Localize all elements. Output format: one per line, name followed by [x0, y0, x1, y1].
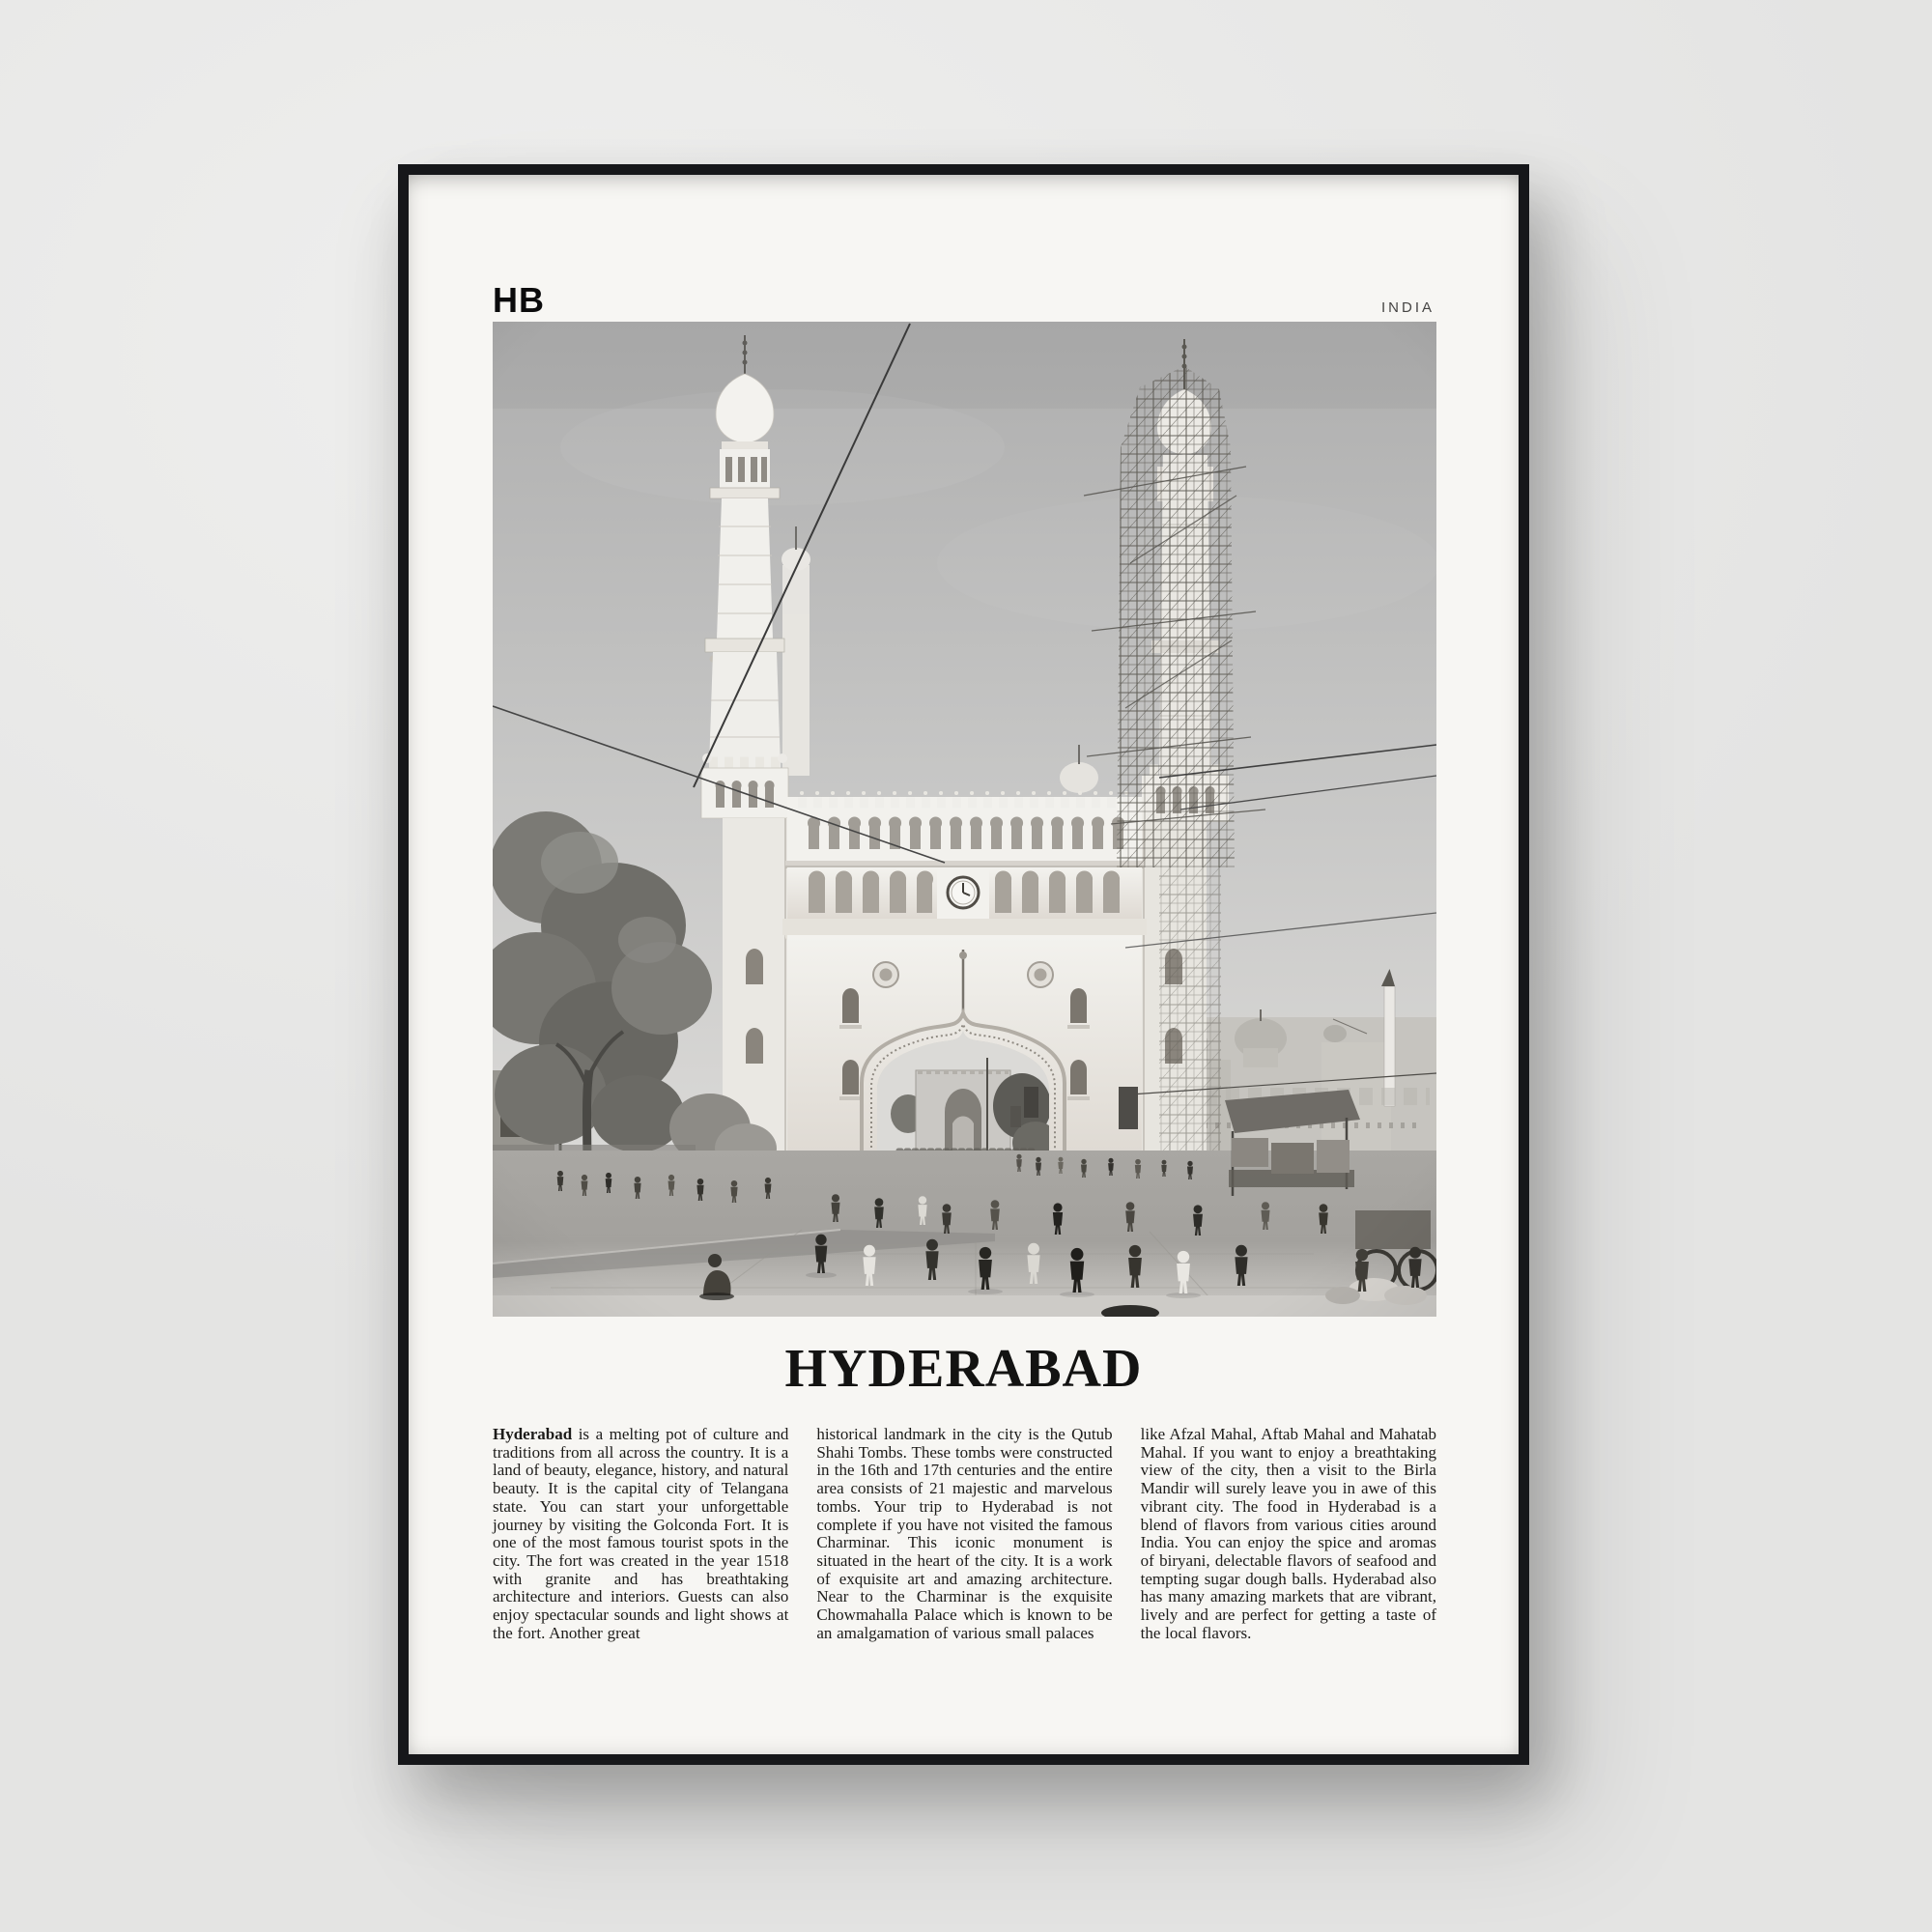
article-column-1-text: is a melting pot of culture and traditions from all across the country. It is a land of beauty, elegance, history, and natural beauty. It is the capital city of Telangana state. You can start your unforgettable journey by visiting the Golconda Fort. It is one of the most famous tourist spots in the city. The fort was created in the year 1518 with granite and has breathtaking architecture and interiors. Guests can also enjoy spectacular sounds and light shows at the fort. Another great: [493, 1425, 789, 1642]
photo-vignette: [493, 322, 1436, 1317]
charminar-photo: [493, 322, 1436, 1317]
article-paragraph-2: historical landmark in the city is the Qutub Shahi Tombs. These tombs were constructed in the 16th and 17th centuries and the entire area consists of 21 majestic and marvelous tombs. Your trip to Hyderabad is not complete if you have not visited the famous Charminar. This iconic monument is situated in the heart of the city. It is a work of exquisite art and amazing architecture. Near to the Charminar is the exquisite Chowmahalla Palace which is known to be an amalgamation of various small palaces: [816, 1425, 1113, 1642]
article-paragraph-1: [493, 1426, 788, 1642]
charminar-photo-svg: [493, 322, 1436, 1317]
article: [493, 1426, 1436, 1642]
poster-title: HYDERABAD: [784, 1339, 1143, 1399]
article-column-1: [493, 1426, 788, 1642]
article-lead-word: Hyderabad: [493, 1425, 573, 1443]
country-label: INDIA: [1380, 299, 1435, 316]
article-column-2: [816, 1426, 1112, 1642]
article-column-3: [1141, 1426, 1436, 1642]
article-paragraph-3: like Afzal Mahal, Aftab Mahal and Mahatab Mahal. If you want to enjoy a breathtaking view of the city, then a visit to the Birla Mandir will surely leave you in awe of this vibrant city. The food in Hyderabad is a blend of flavors from various cities around India. You can enjoy the spice and aromas of biryani, delectable flavors of seafood and tempting sugar dough balls. Hyderabad also has many amazing markets that are vibrant, lively and are perfect for getting a taste of the local flavors.: [1140, 1425, 1436, 1642]
brand-logo: HB: [493, 280, 545, 320]
poster-header: [493, 280, 1435, 320]
poster-frame: [398, 164, 1529, 1765]
poster: [409, 175, 1519, 1754]
